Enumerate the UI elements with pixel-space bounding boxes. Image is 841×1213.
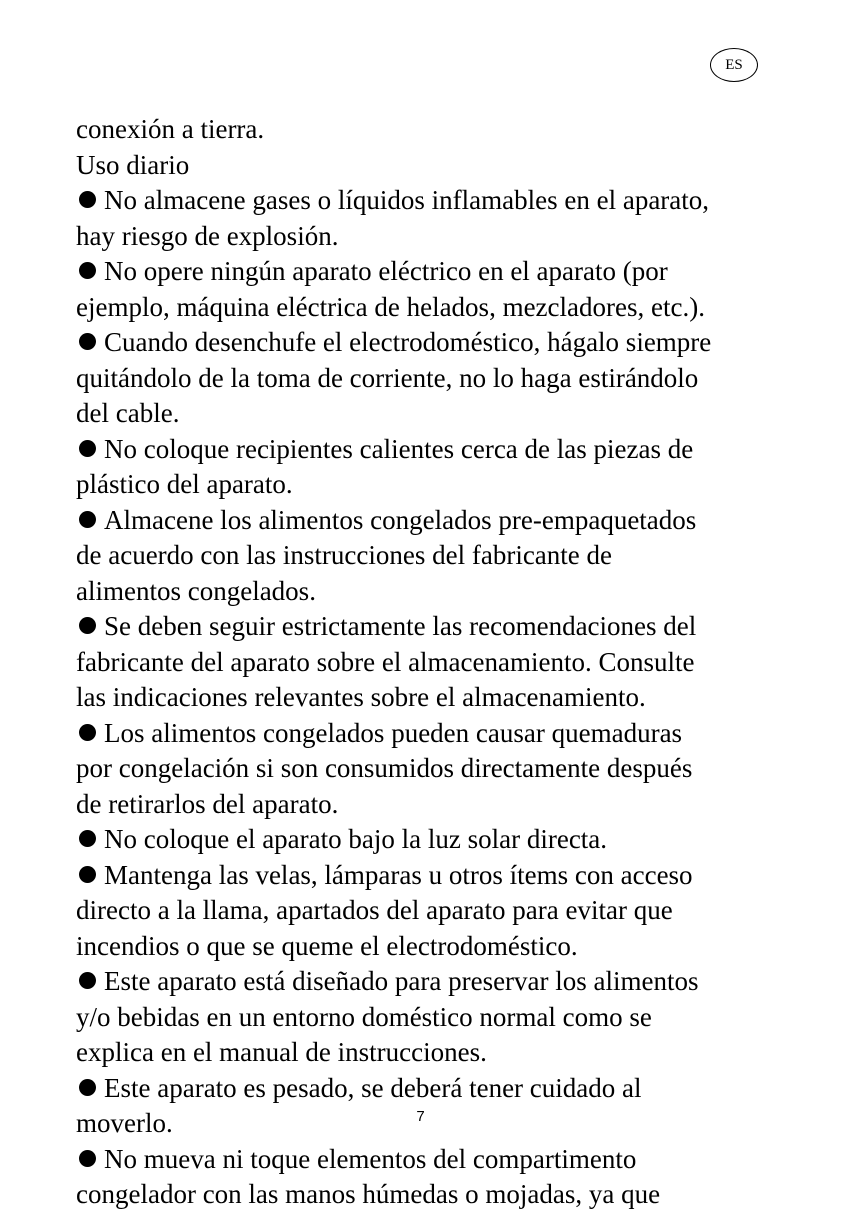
list-item-line xyxy=(76,858,786,894)
list-item-text: quitándolo de la toma de corriente, no lo haga estirándolo xyxy=(76,362,699,393)
bullet-icon xyxy=(79,262,96,279)
list-item-text: de retirarlos del aparato. xyxy=(76,788,339,819)
bullet-icon xyxy=(79,511,96,528)
list-item-line xyxy=(76,467,786,503)
list-item-line xyxy=(76,609,786,645)
list-item-line xyxy=(76,1035,786,1071)
bullet-icon xyxy=(79,724,96,741)
list-item xyxy=(76,1142,786,1213)
list-item-text: fabricante del aparato sobre el almacenamiento. Consulte xyxy=(76,646,695,677)
list-item-line xyxy=(76,1142,786,1178)
list-item-text: No opere ningún aparato eléctrico en el aparato (por xyxy=(104,256,668,286)
list-item-text: por congelación si son consumidos directamente después xyxy=(76,753,693,783)
bullet-icon xyxy=(79,866,96,883)
list-item-line xyxy=(76,1000,786,1036)
list-item xyxy=(76,503,786,610)
list-item-text: directo a la llama, apartados del aparato para evitar que xyxy=(76,895,673,925)
list-item-text: explica en el manual de instrucciones. xyxy=(76,1037,487,1067)
list-item xyxy=(76,1071,786,1142)
list-item-text: las indicaciones relevantes sobre el almacenamiento. xyxy=(76,682,646,712)
bullet-list xyxy=(76,183,786,1213)
list-item-text: y/o bebidas en un entorno doméstico normal como se xyxy=(76,1001,652,1032)
language-badge: ES xyxy=(710,48,758,82)
list-item xyxy=(76,964,786,1071)
list-item-text: Cuando desenchufe el electrodoméstico, hágalo siempre xyxy=(104,327,712,357)
list-item-line xyxy=(76,361,786,397)
list-item-text: incendios o que se queme el electrodoméstico. xyxy=(76,930,578,961)
list-item-text: No coloque el aparato bajo la luz solar directa. xyxy=(104,824,608,854)
list-item xyxy=(76,716,786,823)
list-item-text: ejemplo, máquina eléctrica de helados, mezcladores, etc.). xyxy=(76,291,705,322)
bullet-icon xyxy=(79,830,96,847)
list-item-line xyxy=(76,574,786,610)
list-item-line xyxy=(76,929,786,965)
document-body xyxy=(76,112,786,1213)
list-item-line xyxy=(76,1071,786,1107)
list-item-line xyxy=(76,787,786,823)
list-item-text: plástico del aparato. xyxy=(76,469,293,499)
list-item-line xyxy=(76,1177,786,1213)
list-item xyxy=(76,432,786,503)
list-item-text: No almacene gases o líquidos inflamables en el aparato, xyxy=(104,185,710,215)
bullet-icon xyxy=(79,1079,96,1096)
list-item-text: del cable. xyxy=(76,398,180,428)
bullet-icon xyxy=(79,440,96,457)
list-item-text: Mantenga las velas, lámparas u otros ítems con acceso xyxy=(104,859,693,890)
list-item-line xyxy=(76,325,786,361)
list-item-line xyxy=(76,716,786,752)
list-item-text: Se deben seguir estrictamente las recomendaciones del xyxy=(104,611,697,641)
bullet-icon xyxy=(79,191,96,208)
list-item-line xyxy=(76,822,786,858)
bullet-icon xyxy=(79,333,96,350)
list-item-line xyxy=(76,396,786,432)
list-item xyxy=(76,254,786,325)
list-item-line xyxy=(76,680,786,716)
list-item-line xyxy=(76,219,786,255)
list-item-line xyxy=(76,893,786,929)
list-item xyxy=(76,858,786,965)
list-item-text: No mueva ni toque elementos del compartimento xyxy=(104,1143,637,1174)
list-item-line xyxy=(76,538,786,574)
list-item-line xyxy=(76,751,786,787)
list-item-line xyxy=(76,254,786,290)
list-item-text: Este aparato es pesado, se deberá tener cuidado al xyxy=(104,1072,642,1103)
list-item-line xyxy=(76,645,786,681)
list-item-text: No coloque recipientes calientes cerca de las piezas de xyxy=(104,433,694,464)
bullet-icon xyxy=(79,1150,96,1167)
list-item xyxy=(76,183,786,254)
list-item xyxy=(76,822,786,858)
list-item-line xyxy=(76,432,786,468)
list-item-text: alimentos congelados. xyxy=(76,575,316,606)
list-item-text: congelador con las manos húmedas o mojadas, ya que xyxy=(76,1179,661,1209)
list-item-line xyxy=(76,290,786,326)
list-item-text: Los alimentos congelados pueden causar quemaduras xyxy=(104,717,683,748)
bullet-icon xyxy=(79,617,96,634)
list-item-line xyxy=(76,964,786,1000)
page-number: 7 xyxy=(416,1108,425,1125)
list-item xyxy=(76,609,786,716)
list-item xyxy=(76,325,786,432)
list-item-text: hay riesgo de explosión. xyxy=(76,220,339,251)
list-item-line xyxy=(76,503,786,539)
intro-line: conexión a tierra. xyxy=(76,114,265,144)
list-item-text: Este aparato está diseñado para preservar los alimentos xyxy=(104,966,699,996)
list-item-line xyxy=(76,183,786,219)
section-title: Uso diario xyxy=(76,149,190,180)
bullet-icon xyxy=(79,972,96,989)
list-item-text: Almacene los alimentos congelados pre-empaquetados xyxy=(104,504,697,535)
list-item-text: de acuerdo con las instrucciones del fabricante de xyxy=(76,540,613,570)
list-item-text: moverlo. xyxy=(76,1108,173,1138)
